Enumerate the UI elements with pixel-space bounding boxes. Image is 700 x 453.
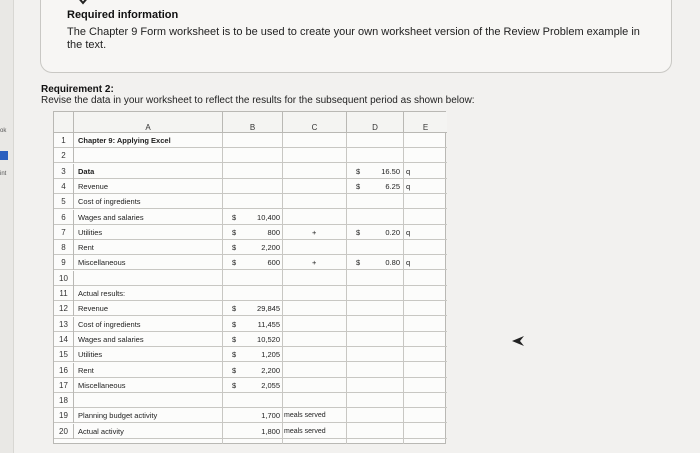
table-row [54,255,447,270]
cell-b-currency [232,408,240,423]
cell-e [406,378,426,393]
row-number: 4 [54,179,74,194]
row-number: 5 [54,194,74,209]
column-header-e: E [404,112,447,133]
cell-d-currency: $ [356,166,361,176]
table-row [54,363,447,378]
cell-d-value [366,286,400,301]
cell-c [284,301,346,316]
cell-b-currency [232,133,240,148]
cell-a: Actual activity [78,426,124,436]
cell-d-currency [356,240,364,255]
cell-c [284,286,346,301]
cell-b-value: 2,055 [261,380,280,390]
cell-b-value: 29,845 [257,304,280,314]
row-number: 10 [54,271,74,286]
cell-a: Planning budget activity [78,411,158,421]
cell-d-currency [356,210,364,225]
column-header-b: B [223,112,283,133]
row-number: 1 [54,133,74,148]
cell-d-currency [356,408,364,423]
cell-b-currency [232,424,240,439]
column-header-c: C [283,112,347,133]
row-number: 8 [54,240,74,255]
table-row [54,148,447,163]
cell-a: Rent [78,243,94,253]
cell-b-value [242,286,280,301]
cell-b-value [242,393,280,408]
cell-e [406,363,426,378]
column-header-d: D [347,112,404,133]
cell-e [406,133,426,148]
cell-c [284,332,346,347]
cell-d-value [366,194,400,209]
cell-a: Rent [78,365,94,375]
cell-b-currency [232,194,240,209]
cell-d-currency [356,317,364,332]
cell-a: Miscellaneous [78,380,126,390]
cell-d-value [366,347,400,362]
table-row [54,393,447,408]
table-row [54,179,447,194]
cell-a: Revenue [78,304,109,314]
cell-a [78,271,220,286]
cell-c: + [312,258,317,268]
table-row [54,301,447,316]
row-number: 17 [54,378,74,393]
cell-b-value [242,194,280,209]
cell-a: Wages and salaries [78,334,144,344]
cell-b-currency: $ [232,227,237,237]
cell-e [406,240,426,255]
cell-c [284,164,346,179]
cell-e: q [406,227,411,237]
row-number: 20 [54,424,74,439]
cell-a: Data [78,166,95,176]
cell-d-currency [356,148,364,163]
requirement-text: Revise the data in your worksheet to reflect the results for the subsequent period as shown below: [41,95,475,106]
cell-b-currency [232,148,240,163]
cell-b-value [242,271,280,286]
cell-b-value [242,148,280,163]
table-row [54,317,447,332]
cell-c [284,393,346,408]
row-number: 15 [54,347,74,362]
cell-d-currency [356,194,364,209]
cell-d-currency [356,133,364,148]
cell-b-currency: $ [232,365,237,375]
required-information-box [40,0,672,73]
cell-b-value: 2,200 [261,243,280,253]
cell-e [406,148,426,163]
cell-b-value [242,133,280,148]
cell-e [406,286,426,301]
row-number: 13 [54,317,74,332]
cell-e [406,347,426,362]
row-number: 14 [54,332,74,347]
cell-d-currency: $ [356,181,361,191]
cell-e [406,317,426,332]
cell-b-currency: $ [232,243,237,253]
cell-d-currency [356,393,364,408]
cell-c [284,378,346,393]
cell-b-currency: $ [232,380,237,390]
row-number: 2 [54,148,74,163]
cell-b-currency [232,179,240,194]
table-row [54,194,447,209]
cell-d-value [366,301,400,316]
cell-b-currency: $ [232,319,237,329]
cell-d-value [366,148,400,163]
cell-c: meals served [284,412,326,420]
cell-d-currency [356,286,364,301]
table-row [54,378,447,393]
row-number: 6 [54,210,74,225]
cell-d-currency [356,424,364,439]
sidebar-item-int[interactable]: int [0,171,7,177]
cell-d-currency [356,301,364,316]
cell-b-currency: $ [232,334,237,344]
cell-e [406,271,426,286]
cell-c [284,363,346,378]
cell-d-value: 6.25 [385,181,400,191]
cell-d-currency [356,363,364,378]
cell-a: Wages and salaries [78,212,144,222]
cell-a: Miscellaneous [78,258,126,268]
cell-b-value: 1,800 [261,426,280,436]
table-row [54,286,447,301]
cell-d-currency [356,332,364,347]
cell-d-currency: $ [356,258,361,268]
cell-e [406,332,426,347]
cell-d-value [366,332,400,347]
row-number: 19 [54,408,74,423]
cell-e: q [406,166,411,176]
cell-d-value [366,424,400,439]
cell-d-value: 0.80 [385,258,400,268]
cell-d-value [366,408,400,423]
cell-c: + [312,227,317,237]
cell-b-value: 11,455 [257,319,280,329]
cell-e: q [406,258,411,268]
cell-d-value [366,240,400,255]
row-number: 11 [54,286,74,301]
info-body: The Chapter 9 Form worksheet is to be used to create your own worksheet version of the Review Problem example in the text. [67,26,640,51]
requirement-label: Requirement 2: [41,84,114,95]
cell-c [284,271,346,286]
cell-d-currency [356,347,364,362]
cell-c [284,240,346,255]
info-title: Required information [67,9,179,21]
cell-d-value [366,210,400,225]
cell-c [284,194,346,209]
column-header-a: A [74,112,223,133]
cell-c [284,148,346,163]
cell-d-currency [356,271,364,286]
cell-b-value: 800 [267,227,280,237]
cell-d-value: 16.50 [381,166,400,176]
cell-d-value [366,317,400,332]
row-number: 3 [54,164,74,179]
cell-e [406,301,426,316]
cell-e: q [406,181,411,191]
table-row [54,424,447,439]
cell-d-currency: $ [356,227,361,237]
cell-c: meals served [284,427,326,435]
cell-b-currency: $ [232,258,237,268]
cell-b-value: 10,520 [257,334,280,344]
cell-b-currency: $ [232,350,237,360]
cell-d-value [366,393,400,408]
cell-b-value: 1,205 [261,350,280,360]
cell-d-value: 0.20 [385,227,400,237]
cell-a: Chapter 9: Applying Excel [78,136,171,145]
spreadsheet [53,111,446,444]
cell-a: Cost of ingredients [78,319,141,329]
cell-b-currency [232,164,240,179]
cell-b-value: 2,200 [261,365,280,375]
cell-b-value [242,179,280,194]
table-row [54,133,447,148]
cell-a: Actual results: [78,289,126,298]
table-row [54,347,447,362]
cell-a [78,393,220,408]
cell-d-currency [356,378,364,393]
table-row [54,332,447,347]
row-number: 7 [54,225,74,240]
sidebar-marker-icon [0,151,8,160]
sheet-corner [54,112,74,133]
cell-e [406,393,426,408]
cell-e [406,194,426,209]
cell-e [406,210,426,225]
cell-b-value: 10,400 [257,212,280,222]
table-row [54,408,447,423]
cell-a: Revenue [78,181,109,191]
row-number: 18 [54,393,74,408]
cell-b-currency [232,271,240,286]
cell-a: Utilities [78,227,103,237]
table-row [54,164,447,179]
table-row [54,271,447,286]
left-sidebar [0,0,14,453]
cell-b-currency: $ [232,304,237,314]
cell-d-value [366,363,400,378]
cell-b-value [242,164,280,179]
cell-d-value [366,133,400,148]
row-number: 9 [54,255,74,270]
table-row [54,225,447,240]
cell-d-value [366,271,400,286]
cell-a: Cost of ingredients [78,197,141,207]
cell-e [406,408,426,423]
cell-b-currency: $ [232,212,237,222]
cell-b-currency [232,286,240,301]
mouse-cursor-icon [512,336,524,346]
cell-c [284,133,346,148]
cell-b-value: 600 [267,258,280,268]
cell-c [284,210,346,225]
cell-c [284,317,346,332]
cell-c [284,179,346,194]
cell-b-value: 1,700 [261,411,280,421]
cell-b-currency [232,393,240,408]
cell-e [406,424,426,439]
collapse-arrow-icon[interactable] [75,0,91,6]
table-row [54,240,447,255]
row-number: 16 [54,363,74,378]
row-number: 12 [54,301,74,316]
cell-a [78,148,220,163]
cell-a: Utilities [78,350,103,360]
table-row [54,210,447,225]
sidebar-item-ok[interactable]: ok [0,128,7,134]
cell-d-value [366,378,400,393]
cell-c [284,347,346,362]
